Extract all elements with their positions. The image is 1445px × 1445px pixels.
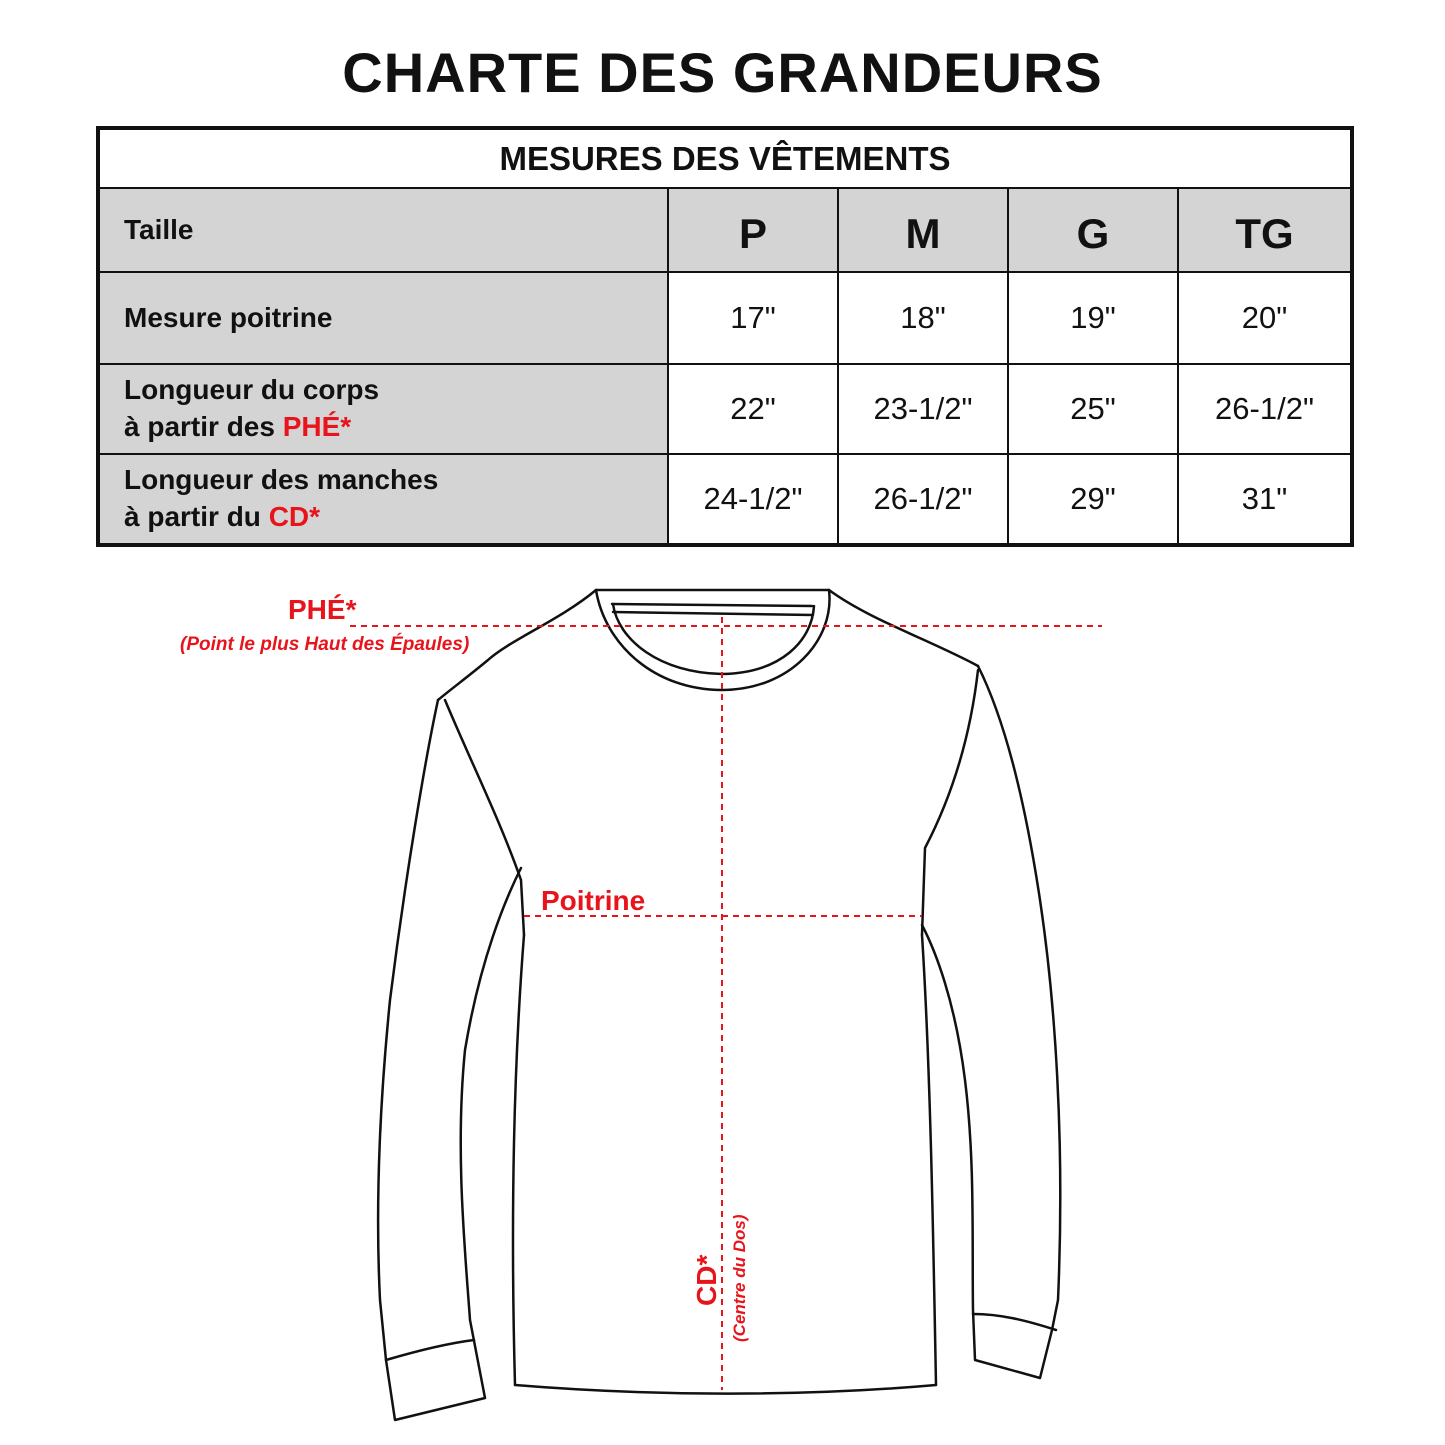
size-header-label: Taille bbox=[98, 188, 668, 272]
measurement-guides bbox=[350, 617, 1102, 1390]
size-header-tg: TG bbox=[1178, 188, 1352, 272]
table-cell: 22" bbox=[668, 364, 838, 454]
table-caption: MESURES DES VÊTEMENTS bbox=[98, 128, 1352, 188]
cd-note: (Centre du Dos) bbox=[730, 1214, 749, 1342]
row-label-text: Mesure poitrine bbox=[124, 301, 333, 333]
size-header-m: M bbox=[838, 188, 1008, 272]
table-cell: 31" bbox=[1178, 454, 1352, 545]
table-cell: 17" bbox=[668, 272, 838, 364]
table-cell: 18" bbox=[838, 272, 1008, 364]
row-label-text: Longueur du corps bbox=[124, 374, 380, 406]
cd-label: CD* bbox=[691, 1254, 722, 1306]
row-label-text: à partir des bbox=[124, 411, 283, 442]
phe-label: PHÉ* bbox=[288, 594, 357, 625]
table-cell: 29" bbox=[1008, 454, 1178, 545]
table-cell: 20" bbox=[1178, 272, 1352, 364]
phe-note: (Point le plus Haut des Épaules) bbox=[180, 634, 470, 655]
table-cell: 24-1/2" bbox=[668, 454, 838, 545]
row-label-accent: PHÉ* bbox=[282, 411, 352, 442]
chest-label: Poitrine bbox=[541, 885, 646, 916]
table-cell: 26-1/2" bbox=[1178, 364, 1352, 454]
size-header-g: G bbox=[1008, 188, 1178, 272]
page-title: CHARTE DES GRANDEURS bbox=[342, 41, 1103, 104]
table-cell: 25" bbox=[1008, 364, 1178, 454]
row-label-accent: CD* bbox=[268, 501, 321, 532]
row-label-text: Longueur des manches bbox=[124, 464, 439, 496]
row-label-text: à partir du bbox=[124, 501, 269, 532]
table-cell: 23-1/2" bbox=[838, 364, 1008, 454]
table-cell: 19" bbox=[1008, 272, 1178, 364]
table-cell: 26-1/2" bbox=[838, 454, 1008, 545]
size-header-p: P bbox=[668, 188, 838, 272]
